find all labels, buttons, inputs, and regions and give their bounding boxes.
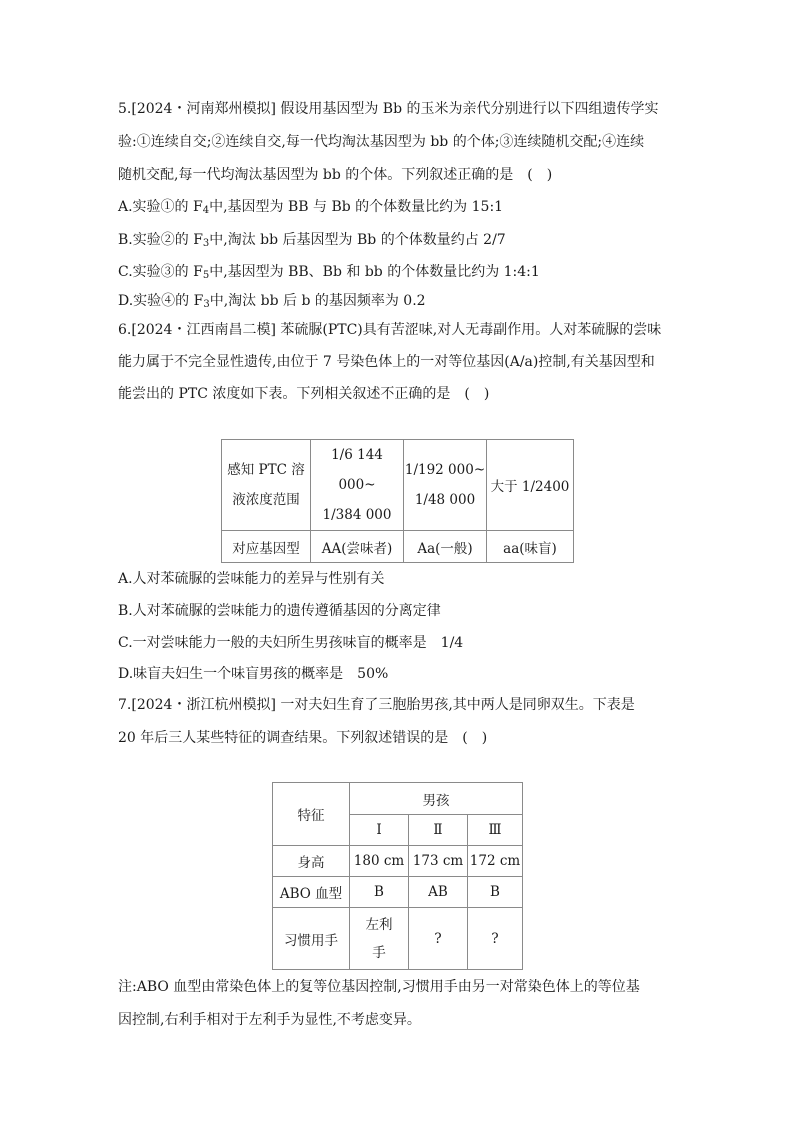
boy-ii-header: Ⅱ [409,815,468,846]
boy-i-header: Ⅰ [350,815,409,846]
height-ii: 173 cm [409,846,468,877]
q6-option-c: C.一对尝味能力一般的夫妇所生男孩味盲的概率是 1/4 [118,635,464,651]
q5-stem-line1: 5.[2024・河南郑州模拟] 假设用基因型为 Bb 的玉米为亲代分别进行以下四组遗传学实 [118,101,659,117]
feature-header: 特征 [273,783,350,846]
ptc-range-1: 1/6 144 000~ 1/384 000 [311,440,404,531]
ptc-genotype-aa-dominant: AA(尝味者) [311,531,404,563]
q7-stem-line1: 7.[2024・浙江杭州模拟] 一对夫妇生育了三胞胎男孩,其中两人是同卵双生。下表是 [118,697,635,713]
q7-stem-line2: 20 年后三人某些特征的调查结果。下列叙述错误的是 ( ) [118,730,488,746]
blood-type-iii: B [468,877,523,908]
ptc-range-3: 大于 1/2400 [487,440,574,531]
boy-iii-header: Ⅲ [468,815,523,846]
height-i: 180 cm [350,846,409,877]
handedness-i: 左利 手 [350,908,409,970]
q5-option-a: A.实验①的 $F_4$中,基因型为 BB 与 Bb 的个体数量比约为 15:1 [118,199,504,216]
ptc-range-2: 1/192 000~ 1/48 000 [404,440,487,531]
q6-option-b: B.人对苯硫脲的尝味能力的遗传遵循基因的分离定律 [118,603,441,619]
ptc-header-cell: 感知 PTC 溶 液浓度范围 [222,440,311,531]
ptc-genotype-aa-recessive: aa(味盲) [487,531,574,563]
ptc-genotype-header: 对应基因型 [222,531,311,563]
ptc-genotype-aa-het: Aa(一般) [404,531,487,563]
q6-stem-line2: 能力属于不完全显性遗传,由位于 7 号染色体上的一对等位基因(A/a)控制,有关基因型和 [118,354,655,370]
q7-note-line1: 注:ABO 血型由常染色体上的复等位基因控制,习惯用手由另一对常染色体上的等位基 [118,979,640,995]
q6-stem-line1: 6.[2024・江西南昌二模] 苯硫脲(PTC)具有苦涩味,对人无毒副作用。人对苯硫脲的尝味 [118,322,662,338]
height-iii: 172 cm [468,846,523,877]
height-label: 身高 [273,846,350,877]
q5-option-d: D.实验④的 $F_3$中,淘汰 bb 后 b 的基因频率为 0.2 [118,293,426,310]
blood-type-ii: AB [409,877,468,908]
handedness-ii: ? [409,908,468,970]
q6-stem-line3: 能尝出的 PTC 浓度如下表。下列相关叙述不正确的是 ( ) [118,386,490,402]
q5-stem-line3: 随机交配,每一代均淘汰基因型为 bb 的个体。下列叙述正确的是 ( ) [118,167,553,183]
q6-option-d: D.味盲夫妇生一个味盲男孩的概率是 50% [118,666,389,682]
q7-note-line2: 因控制,右利手相对于左利手为显性,不考虑变异。 [118,1012,421,1028]
boys-header: 男孩 [350,783,523,815]
triplets-table [272,782,523,970]
handedness-label: 习惯用手 [273,908,350,970]
blood-type-label: ABO 血型 [273,877,350,908]
ptc-table [221,439,574,563]
q6-option-a: A.人对苯硫脲的尝味能力的差异与性别有关 [118,571,385,587]
q5-option-b: B.实验②的 $F_3$中,淘汰 bb 后基因型为 Bb 的个体数量约占 2/7 [118,232,506,249]
handedness-iii: ? [468,908,523,970]
q5-option-c: C.实验③的 $F_5$中,基因型为 BB、Bb 和 bb 的个体数量比约为 1:4:1 [118,264,540,281]
blood-type-i: B [350,877,409,908]
q5-stem-line2: 验:①连续自交;②连续自交,每一代均淘汰基因型为 bb 的个体;③连续随机交配;④连续 [118,134,645,150]
